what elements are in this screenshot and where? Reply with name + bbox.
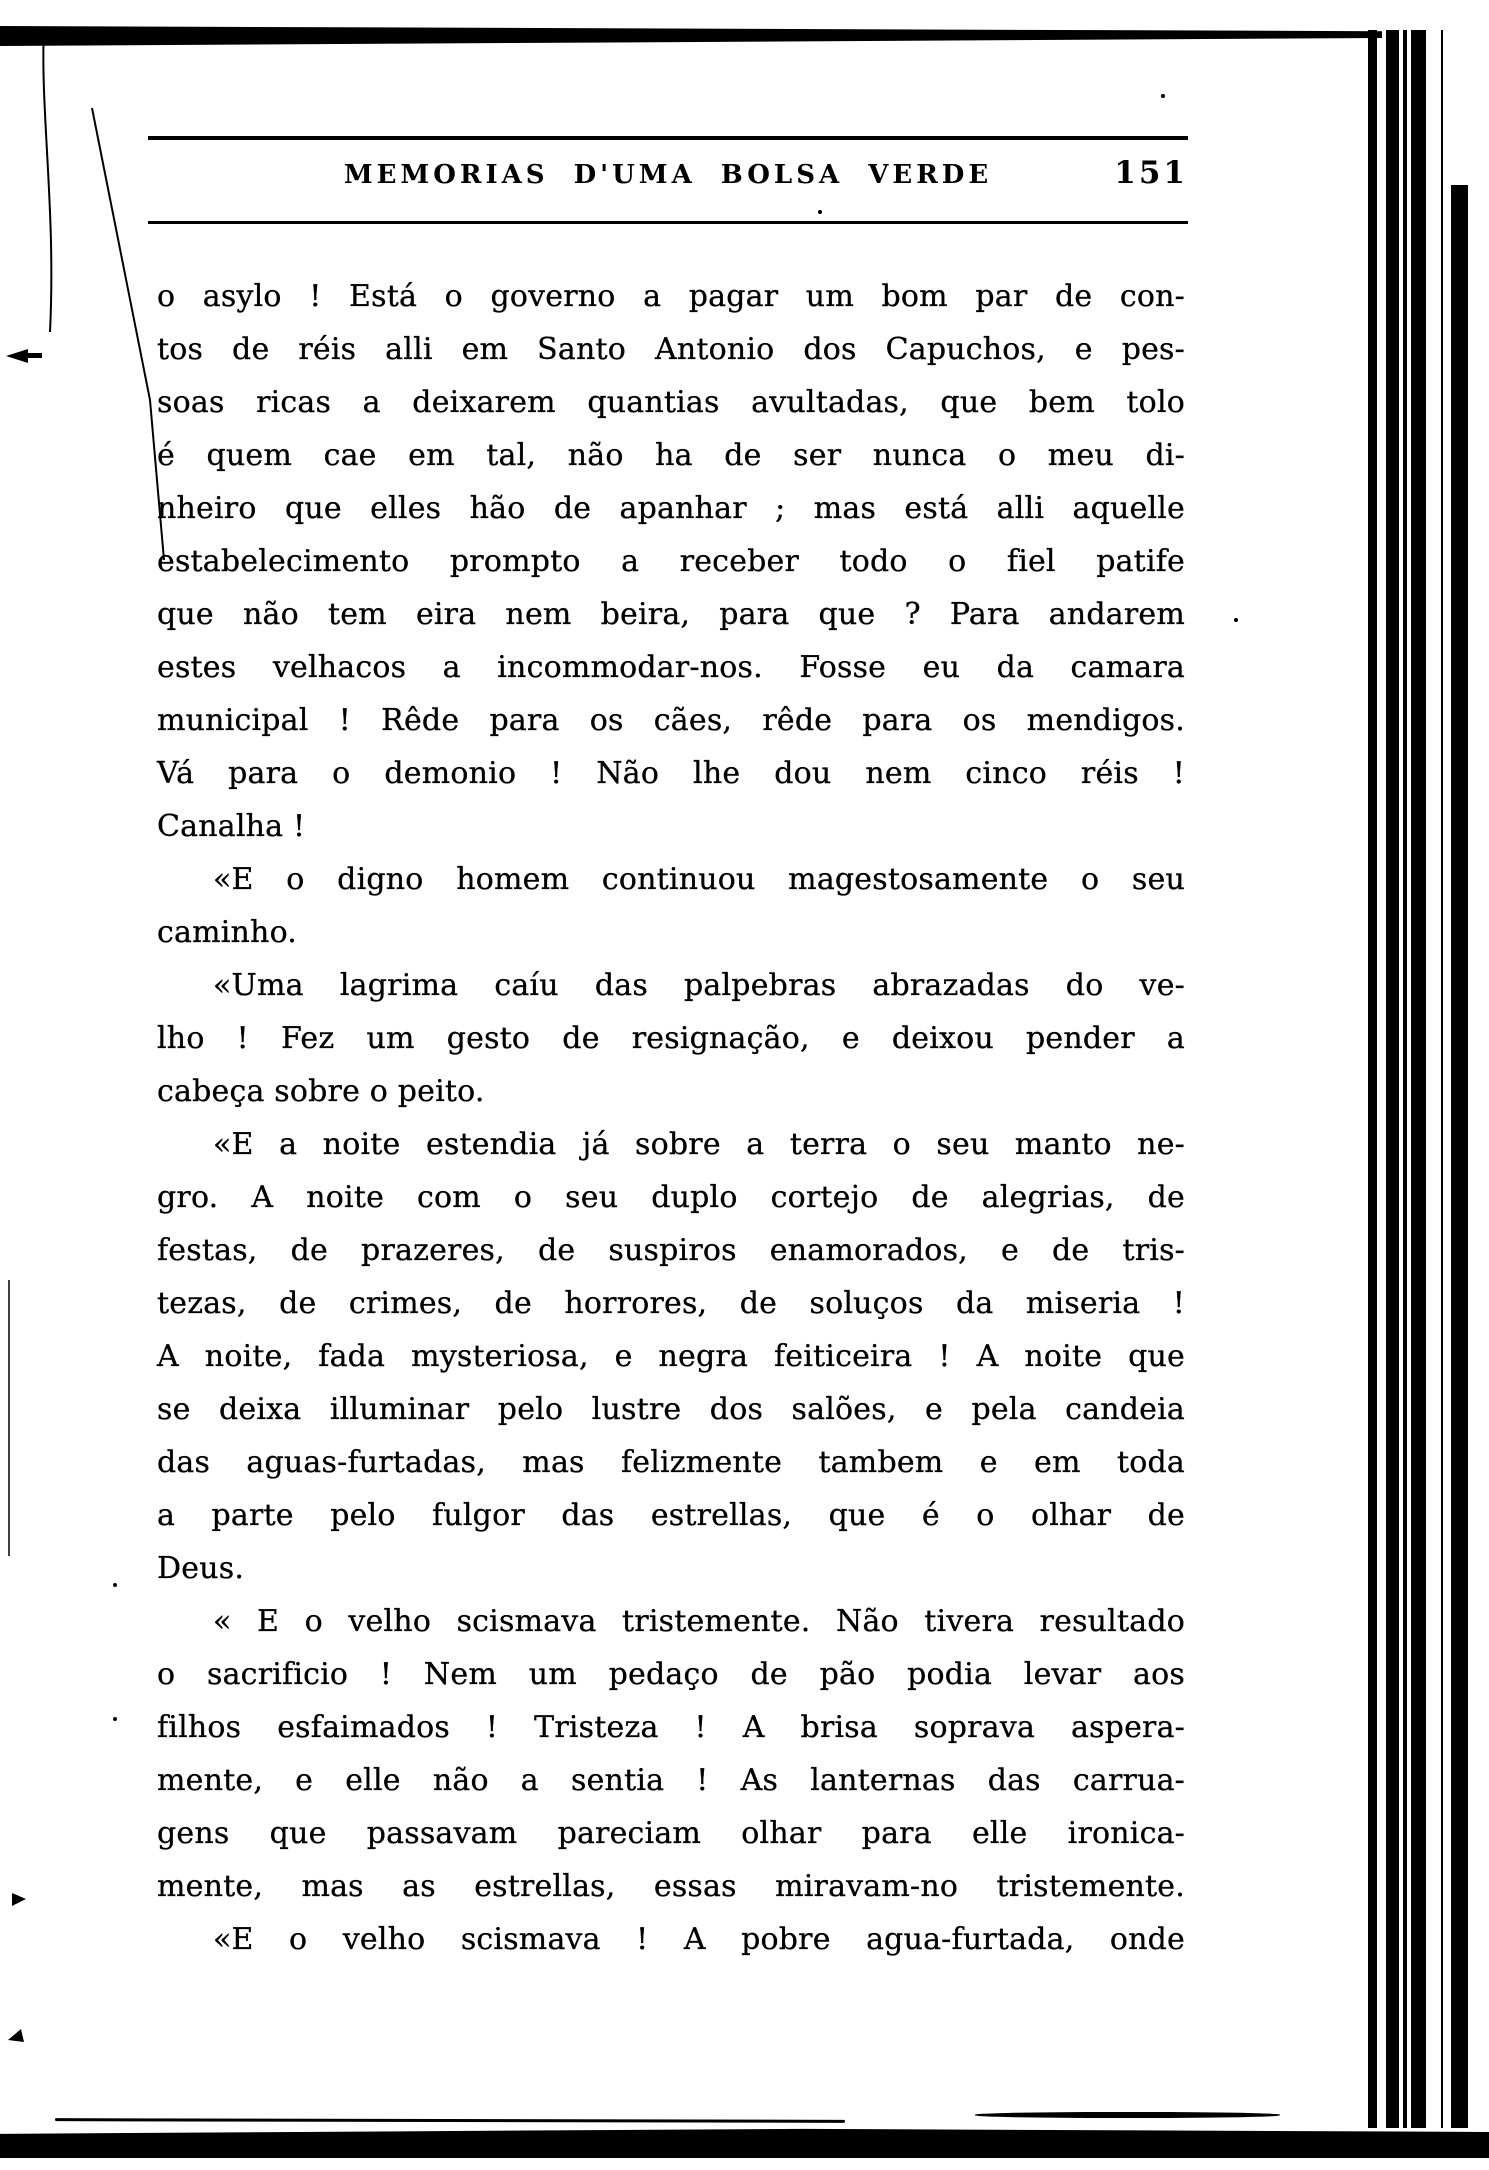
text-line: mente, e elle não a sentia ! As lanternas das carrua- [157, 1763, 1185, 1798]
text-line: mente, mas as estrellas, essas miravam-no tristemente. [157, 1869, 1185, 1904]
running-head [148, 130, 1188, 230]
scan-edge-bottom-bar [0, 2127, 1489, 2158]
running-head-title: MEMORIAS D'UMA BOLSA VERDE [343, 160, 993, 190]
text-line: soas ricas a deixarem quantias avultadas, que bem tolo [157, 385, 1185, 420]
text-line: que não tem eira nem beira, para que ? Para andarem [157, 597, 1185, 632]
text-line: filhos esfaimados ! Tristeza ! A brisa soprava aspera- [157, 1710, 1185, 1745]
gutter-stripe [1386, 30, 1399, 2128]
gutter-stripe [1411, 30, 1426, 2128]
text-line: Canalha ! [157, 809, 306, 844]
text-line: o asylo ! Está o governo a pagar um bom par de con- [157, 279, 1185, 314]
text-line: das aguas-furtadas, mas felizmente tambem e em toda [157, 1445, 1185, 1480]
text-line: tos de réis alli em Santo Antonio dos Capuchos, e pes- [157, 332, 1185, 367]
text-line: festas, de prazeres, de suspiros enamorados, e de tris- [157, 1233, 1185, 1268]
text-line: A noite, fada mysteriosa, e negra feiticeira ! A noite que [157, 1339, 1185, 1374]
text-line: o sacrificio ! Nem um pedaço de pão podia levar aos [157, 1657, 1185, 1692]
text-line: «E o velho scismava ! A pobre agua-furtada, onde [213, 1922, 1185, 1957]
page-number: 151 [1114, 155, 1188, 191]
text-line: gro. A noite com o seu duplo cortejo de alegrias, de [157, 1180, 1185, 1215]
gutter-stripe [1451, 185, 1468, 2128]
text-line: gens que passavam pareciam olhar para elle ironica- [157, 1816, 1185, 1851]
header-rule-bottom [148, 221, 1188, 224]
text-line: nheiro que elles hão de apanhar ; mas está alli aquelle [157, 491, 1185, 526]
text-line: tezas, de crimes, de horrores, de soluços da miseria ! [157, 1286, 1185, 1321]
text-line: lho ! Fez um gesto de resignação, e deixou pender a [157, 1021, 1185, 1056]
text-line: Vá para o demonio ! Não lhe dou nem cinco réis ! [157, 756, 1185, 791]
text-line: é quem cae em tal, não ha de ser nunca o meu di- [157, 438, 1185, 473]
text-line: Deus. [157, 1551, 245, 1586]
text-line: a parte pelo fulgor das estrellas, que é o olhar de [157, 1498, 1185, 1533]
text-line: estes velhacos a incommodar-nos. Fosse eu da camara [157, 650, 1185, 685]
text-line: se deixa illuminar pelo lustre dos salões, e pela candeia [157, 1392, 1185, 1427]
body-text [157, 270, 1185, 1966]
text-line: caminho. [157, 915, 298, 950]
text-line: «Uma lagrima caíu das palpebras abrazadas do ve- [213, 968, 1185, 1003]
text-line: municipal ! Rêde para os cães, rêde para os mendigos. [157, 703, 1185, 738]
text-line: «E a noite estendia já sobre a terra o seu manto ne- [213, 1127, 1185, 1162]
gutter-stripe [1368, 30, 1377, 2128]
text-line: «E o digno homem continuou magestosamente o seu [213, 862, 1185, 897]
header-rule-top [148, 136, 1188, 140]
text-line: « E o velho scismava tristemente. Não tivera resultado [213, 1604, 1185, 1639]
gutter-stripe [1441, 30, 1443, 2128]
text-line: cabeça sobre o peito. [157, 1074, 485, 1109]
text-line: estabelecimento prompto a receber todo o fiel patife [157, 544, 1185, 579]
gutter-stripe [1403, 30, 1407, 2128]
